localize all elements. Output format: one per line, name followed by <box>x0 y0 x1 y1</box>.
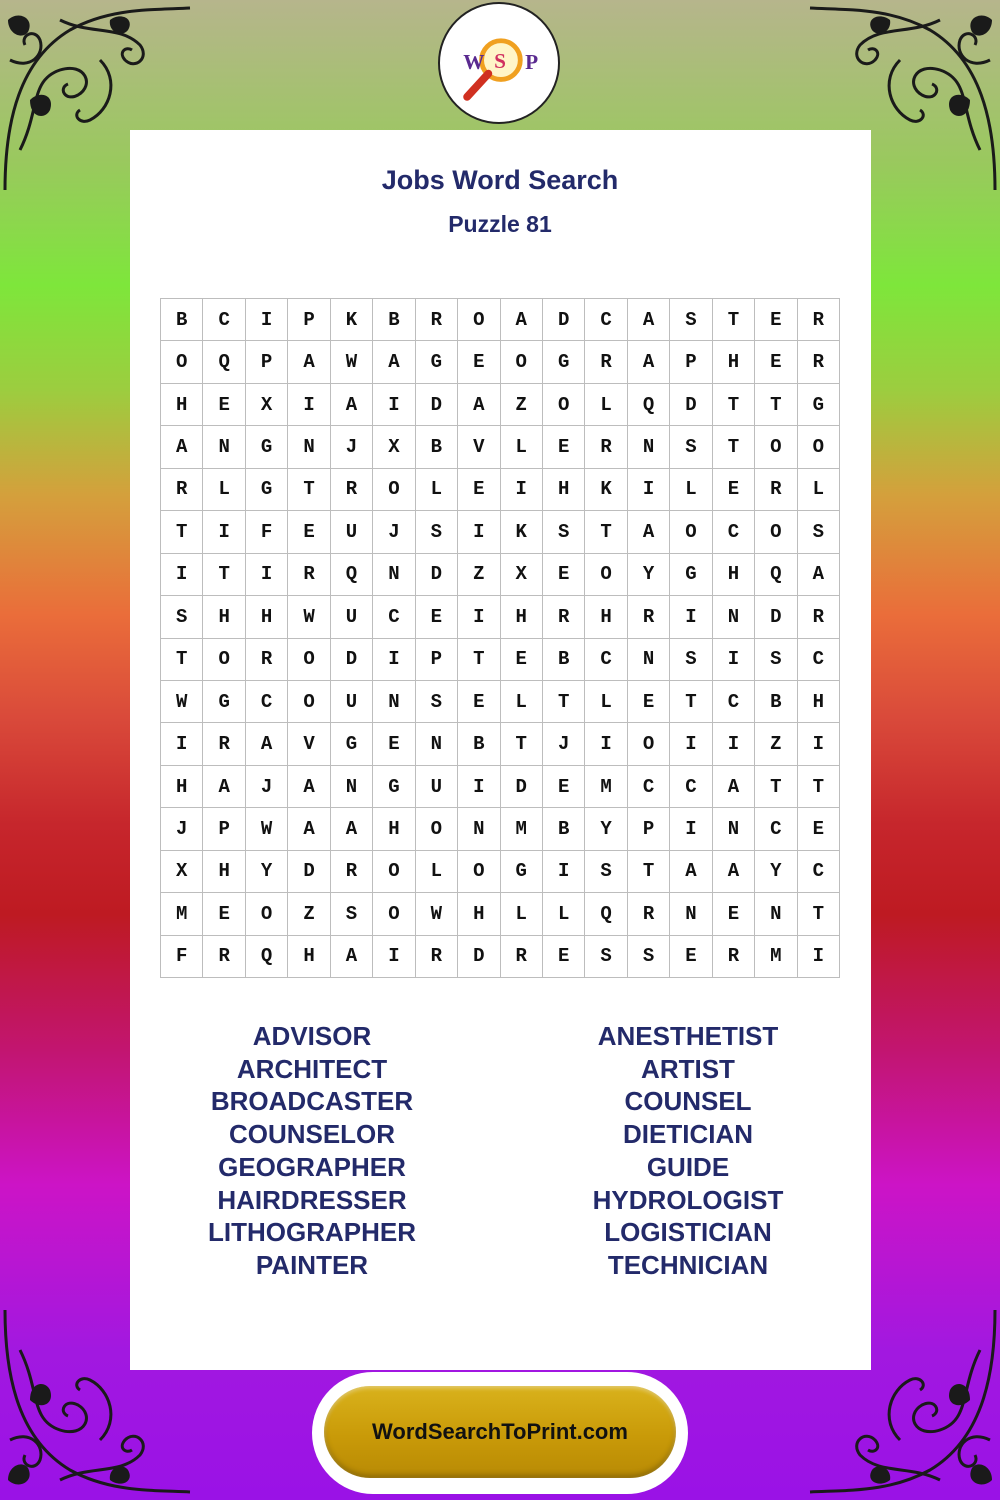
grid-cell[interactable]: Q <box>585 893 627 935</box>
grid-cell[interactable]: O <box>585 554 627 596</box>
grid-cell[interactable]: E <box>755 341 797 383</box>
grid-cell[interactable]: G <box>416 341 458 383</box>
grid-cell[interactable]: L <box>501 426 543 468</box>
grid-cell[interactable]: R <box>203 936 245 978</box>
grid-cell[interactable]: I <box>670 723 712 765</box>
grid-cell[interactable]: R <box>628 893 670 935</box>
grid-cell[interactable]: B <box>543 808 585 850</box>
grid-cell[interactable]: A <box>246 723 288 765</box>
grid-cell[interactable]: I <box>458 511 500 553</box>
grid-cell[interactable]: E <box>628 681 670 723</box>
grid-cell[interactable]: F <box>246 511 288 553</box>
word-list-item: ANESTHETIST <box>597 1021 779 1051</box>
grid-cell[interactable]: T <box>755 384 797 426</box>
grid-cell[interactable]: L <box>670 469 712 511</box>
grid-cell[interactable]: K <box>585 469 627 511</box>
grid-cell[interactable]: A <box>458 384 500 426</box>
grid-cell[interactable]: A <box>161 426 203 468</box>
word-list-item: COUNSEL <box>624 1086 752 1117</box>
grid-cell[interactable]: N <box>373 681 415 723</box>
grid-cell[interactable]: E <box>416 596 458 638</box>
grid-cell[interactable]: I <box>798 723 840 765</box>
grid-cell[interactable]: K <box>501 511 543 553</box>
grid-cell[interactable]: I <box>670 596 712 638</box>
grid-cell[interactable]: S <box>416 681 458 723</box>
grid-cell[interactable]: Q <box>246 936 288 978</box>
grid-cell[interactable]: E <box>373 723 415 765</box>
grid-cell[interactable]: O <box>288 639 330 681</box>
grid-cell[interactable]: C <box>755 808 797 850</box>
grid-cell[interactable]: R <box>161 469 203 511</box>
grid-cell[interactable]: J <box>543 723 585 765</box>
grid-cell[interactable]: O <box>373 851 415 893</box>
grid-cell[interactable]: T <box>628 851 670 893</box>
grid-cell[interactable]: A <box>203 766 245 808</box>
grid-cell[interactable]: T <box>203 554 245 596</box>
grid-cell[interactable]: N <box>331 766 373 808</box>
word-list-item: TECHNICIAN <box>607 1249 769 1280</box>
grid-cell[interactable]: L <box>543 893 585 935</box>
grid-cell[interactable]: O <box>458 299 500 341</box>
grid-cell[interactable]: M <box>755 936 797 978</box>
grid-cell[interactable]: C <box>628 766 670 808</box>
grid-cell[interactable]: A <box>373 341 415 383</box>
grid-cell[interactable]: E <box>755 299 797 341</box>
grid-cell[interactable]: M <box>161 893 203 935</box>
grid-cell[interactable]: H <box>585 596 627 638</box>
grid-cell[interactable]: R <box>585 341 627 383</box>
grid-cell[interactable]: Z <box>755 723 797 765</box>
grid-cell[interactable]: O <box>161 341 203 383</box>
word-list-item: COUNSELOR <box>228 1119 396 1150</box>
grid-cell[interactable]: D <box>755 596 797 638</box>
grid-cell[interactable]: V <box>458 426 500 468</box>
grid-cell[interactable]: L <box>416 469 458 511</box>
grid-cell[interactable]: S <box>755 639 797 681</box>
grid-cell[interactable]: G <box>203 681 245 723</box>
grid-cell[interactable]: A <box>628 511 670 553</box>
magnifier-handle <box>467 74 488 97</box>
grid-cell[interactable]: I <box>458 596 500 638</box>
grid-cell[interactable]: S <box>628 936 670 978</box>
grid-cell[interactable]: G <box>373 766 415 808</box>
grid-cell[interactable]: R <box>331 469 373 511</box>
word-list-item: LOGISTICIAN <box>604 1217 772 1248</box>
grid-cell[interactable]: G <box>246 469 288 511</box>
grid-cell[interactable]: D <box>458 936 500 978</box>
grid-cell[interactable]: I <box>373 384 415 426</box>
logo-letter-w: W <box>463 49 485 74</box>
grid-cell[interactable]: D <box>288 851 330 893</box>
grid-cell[interactable]: U <box>416 766 458 808</box>
grid-cell[interactable]: O <box>416 808 458 850</box>
grid-cell[interactable]: T <box>161 639 203 681</box>
grid-cell[interactable]: O <box>798 426 840 468</box>
grid-cell[interactable]: B <box>373 299 415 341</box>
grid-cell[interactable]: I <box>203 511 245 553</box>
grid-cell[interactable]: G <box>543 341 585 383</box>
grid-cell[interactable]: V <box>288 723 330 765</box>
grid-cell[interactable]: T <box>585 511 627 553</box>
grid-cell[interactable]: R <box>416 299 458 341</box>
grid-cell[interactable]: X <box>501 554 543 596</box>
grid-cell[interactable]: B <box>755 681 797 723</box>
grid-cell[interactable]: R <box>416 936 458 978</box>
grid-cell[interactable]: J <box>331 426 373 468</box>
grid-cell[interactable]: T <box>543 681 585 723</box>
grid-cell[interactable]: H <box>373 808 415 850</box>
word-list-item: DIETICIAN <box>623 1119 753 1150</box>
grid-cell[interactable]: E <box>670 936 712 978</box>
grid-cell[interactable]: L <box>501 681 543 723</box>
grid-cell[interactable]: N <box>458 808 500 850</box>
grid-cell[interactable]: N <box>713 596 755 638</box>
grid-cell[interactable]: N <box>203 426 245 468</box>
grid-cell[interactable]: S <box>670 426 712 468</box>
grid-cell[interactable]: Z <box>458 554 500 596</box>
grid-cell[interactable]: I <box>713 723 755 765</box>
grid-cell[interactable]: I <box>628 469 670 511</box>
grid-cell[interactable]: I <box>585 723 627 765</box>
grid-cell[interactable]: I <box>246 299 288 341</box>
grid-cell[interactable]: G <box>501 851 543 893</box>
grid-cell[interactable]: R <box>798 596 840 638</box>
grid-cell[interactable]: O <box>246 893 288 935</box>
page-title: Jobs Word Search <box>381 165 619 195</box>
grid-cell[interactable]: O <box>203 639 245 681</box>
grid-cell[interactable]: S <box>331 893 373 935</box>
word-list-item: HYDROLOGIST <box>592 1184 784 1215</box>
grid-cell[interactable]: T <box>798 893 840 935</box>
grid-cell[interactable]: B <box>458 723 500 765</box>
grid-cell[interactable]: R <box>585 426 627 468</box>
grid-cell[interactable]: T <box>161 511 203 553</box>
word-list-item: HAIRDRESSER <box>217 1184 407 1215</box>
grid-cell[interactable]: M <box>501 808 543 850</box>
grid-cell[interactable]: E <box>543 426 585 468</box>
grid-cell[interactable]: H <box>161 384 203 426</box>
grid-cell[interactable]: H <box>203 851 245 893</box>
grid-cell[interactable]: D <box>331 639 373 681</box>
grid-cell[interactable]: T <box>670 681 712 723</box>
grid-cell[interactable]: P <box>246 341 288 383</box>
grid-cell[interactable]: D <box>416 554 458 596</box>
grid-cell[interactable]: S <box>585 936 627 978</box>
grid-cell[interactable]: A <box>501 299 543 341</box>
grid-cell[interactable]: A <box>288 341 330 383</box>
grid-cell[interactable]: E <box>798 808 840 850</box>
word-list-item: BROADCASTER <box>210 1086 414 1117</box>
grid-cell[interactable]: B <box>161 299 203 341</box>
grid-cell[interactable]: A <box>798 554 840 596</box>
logo-letter-s: S <box>494 48 506 73</box>
grid-cell[interactable]: K <box>331 299 373 341</box>
grid-cell[interactable]: Q <box>628 384 670 426</box>
grid-cell[interactable]: H <box>458 893 500 935</box>
grid-cell[interactable]: Z <box>501 384 543 426</box>
grid-cell[interactable]: I <box>161 723 203 765</box>
grid-cell[interactable]: E <box>458 681 500 723</box>
grid-cell[interactable]: H <box>713 341 755 383</box>
grid-cell[interactable]: E <box>203 384 245 426</box>
puzzle-number: Puzzle 81 <box>448 211 552 237</box>
grid-cell[interactable]: P <box>670 341 712 383</box>
grid-cell[interactable]: S <box>543 511 585 553</box>
grid-cell[interactable]: R <box>543 596 585 638</box>
grid-cell[interactable]: O <box>501 341 543 383</box>
grid-cell[interactable]: Z <box>288 893 330 935</box>
grid-cell[interactable]: I <box>713 639 755 681</box>
grid-cell[interactable]: E <box>543 554 585 596</box>
grid-cell[interactable]: E <box>458 469 500 511</box>
grid-cell[interactable]: I <box>798 936 840 978</box>
grid-cell[interactable]: X <box>246 384 288 426</box>
grid-cell[interactable]: E <box>543 766 585 808</box>
grid-cell[interactable]: N <box>628 639 670 681</box>
grid-cell[interactable]: S <box>416 511 458 553</box>
grid-cell[interactable]: S <box>161 596 203 638</box>
grid-cell[interactable]: Y <box>628 554 670 596</box>
grid-cell[interactable]: E <box>713 893 755 935</box>
grid-cell[interactable]: N <box>670 893 712 935</box>
grid-cell[interactable]: D <box>543 299 585 341</box>
grid-cell[interactable]: H <box>501 596 543 638</box>
grid-cell[interactable]: M <box>585 766 627 808</box>
grid-cell[interactable]: D <box>416 384 458 426</box>
grid-cell[interactable]: J <box>246 766 288 808</box>
grid-cell[interactable]: T <box>288 469 330 511</box>
grid-cell[interactable]: I <box>246 554 288 596</box>
grid-cell[interactable]: I <box>543 851 585 893</box>
grid-cell[interactable]: A <box>288 766 330 808</box>
grid-cell[interactable]: L <box>798 469 840 511</box>
grid-cell[interactable]: J <box>373 511 415 553</box>
grid-cell[interactable]: Q <box>203 341 245 383</box>
grid-cell[interactable]: O <box>373 893 415 935</box>
grid-cell[interactable]: S <box>798 511 840 553</box>
grid-cell[interactable]: C <box>585 639 627 681</box>
grid-cell[interactable]: S <box>670 299 712 341</box>
wsp-logo[interactable] <box>438 2 560 124</box>
grid-cell[interactable]: R <box>331 851 373 893</box>
grid-cell[interactable]: U <box>331 511 373 553</box>
grid-cell[interactable]: I <box>458 766 500 808</box>
grid-cell[interactable]: P <box>288 299 330 341</box>
grid-cell[interactable]: C <box>713 511 755 553</box>
word-list-item: PAINTER <box>255 1249 369 1280</box>
grid-cell[interactable]: C <box>670 766 712 808</box>
grid-cell[interactable]: P <box>416 639 458 681</box>
grid-cell[interactable]: L <box>585 384 627 426</box>
grid-cell[interactable]: Q <box>755 554 797 596</box>
grid-cell[interactable]: L <box>501 893 543 935</box>
grid-cell[interactable]: W <box>416 893 458 935</box>
grid-cell[interactable]: E <box>543 936 585 978</box>
grid-cell[interactable]: C <box>798 639 840 681</box>
grid-cell[interactable]: L <box>203 469 245 511</box>
word-list-item: ADVISOR <box>252 1021 372 1051</box>
grid-cell[interactable]: P <box>203 808 245 850</box>
grid-cell[interactable]: H <box>713 554 755 596</box>
grid-cell[interactable]: X <box>161 851 203 893</box>
grid-cell[interactable]: E <box>501 639 543 681</box>
site-link-label: WordSearchToPrint.com <box>372 1419 628 1444</box>
grid-cell[interactable]: C <box>798 851 840 893</box>
grid-cell[interactable]: C <box>203 299 245 341</box>
grid-cell[interactable]: H <box>288 936 330 978</box>
letter-grid <box>160 298 840 978</box>
grid-cell[interactable]: O <box>543 384 585 426</box>
grid-cell[interactable]: I <box>670 808 712 850</box>
grid-cell[interactable]: A <box>670 851 712 893</box>
grid-cell[interactable]: H <box>798 681 840 723</box>
grid-cell[interactable]: X <box>373 426 415 468</box>
word-list-item: ARCHITECT <box>236 1053 388 1084</box>
grid-cell[interactable]: E <box>288 511 330 553</box>
grid-cell[interactable]: H <box>203 596 245 638</box>
grid-cell[interactable]: C <box>373 596 415 638</box>
grid-cell[interactable]: N <box>713 808 755 850</box>
word-list-left <box>142 1020 482 1282</box>
grid-cell[interactable]: S <box>585 851 627 893</box>
grid-cell[interactable]: A <box>628 341 670 383</box>
grid-cell[interactable]: J <box>161 808 203 850</box>
grid-cell[interactable]: R <box>798 341 840 383</box>
grid-cell[interactable]: W <box>288 596 330 638</box>
grid-cell[interactable]: N <box>755 893 797 935</box>
grid-cell[interactable]: R <box>246 639 288 681</box>
grid-cell[interactable]: A <box>331 384 373 426</box>
grid-cell[interactable]: N <box>416 723 458 765</box>
grid-cell[interactable]: I <box>161 554 203 596</box>
grid-cell[interactable]: E <box>458 341 500 383</box>
grid-cell[interactable]: U <box>331 596 373 638</box>
grid-cell[interactable]: R <box>628 596 670 638</box>
grid-cell[interactable]: R <box>798 299 840 341</box>
grid-cell[interactable]: C <box>713 681 755 723</box>
grid-cell[interactable]: G <box>670 554 712 596</box>
grid-cell[interactable]: O <box>288 681 330 723</box>
grid-cell[interactable]: A <box>331 808 373 850</box>
grid-cell[interactable]: I <box>373 936 415 978</box>
grid-cell[interactable]: Y <box>755 851 797 893</box>
grid-cell[interactable]: Y <box>585 808 627 850</box>
grid-cell[interactable]: U <box>331 681 373 723</box>
grid-cell[interactable]: I <box>501 469 543 511</box>
grid-cell[interactable]: R <box>755 469 797 511</box>
site-link-button[interactable] <box>324 1386 676 1478</box>
grid-cell[interactable]: P <box>628 808 670 850</box>
grid-cell[interactable]: W <box>246 808 288 850</box>
grid-cell[interactable]: A <box>628 299 670 341</box>
grid-cell[interactable]: D <box>670 384 712 426</box>
grid-cell[interactable]: N <box>373 554 415 596</box>
grid-cell[interactable]: T <box>713 299 755 341</box>
grid-cell[interactable]: H <box>543 469 585 511</box>
grid-cell[interactable]: T <box>713 384 755 426</box>
grid-cell[interactable]: I <box>373 639 415 681</box>
grid-cell[interactable]: T <box>755 766 797 808</box>
grid-cell[interactable]: H <box>161 766 203 808</box>
word-list-right <box>518 1020 858 1282</box>
grid-cell[interactable]: W <box>161 681 203 723</box>
grid-cell[interactable]: O <box>373 469 415 511</box>
grid-cell[interactable]: D <box>501 766 543 808</box>
grid-cell[interactable]: B <box>416 426 458 468</box>
grid-cell[interactable]: C <box>246 681 288 723</box>
grid-cell[interactable]: O <box>670 511 712 553</box>
grid-cell[interactable]: O <box>458 851 500 893</box>
grid-cell[interactable]: E <box>203 893 245 935</box>
grid-cell[interactable]: O <box>628 723 670 765</box>
grid-cell[interactable]: E <box>713 469 755 511</box>
grid-cell[interactable]: Q <box>331 554 373 596</box>
grid-cell[interactable]: B <box>543 639 585 681</box>
grid-cell[interactable]: Y <box>246 851 288 893</box>
grid-cell[interactable]: F <box>161 936 203 978</box>
grid-cell[interactable]: A <box>331 936 373 978</box>
grid-cell[interactable]: A <box>713 766 755 808</box>
word-list-item: GEOGRAPHER <box>218 1151 406 1182</box>
grid-cell[interactable]: R <box>203 723 245 765</box>
grid-cell[interactable]: A <box>713 851 755 893</box>
grid-cell[interactable]: N <box>628 426 670 468</box>
word-list-item: ARTIST <box>641 1053 735 1084</box>
word-list-item: LITHOGRAPHER <box>208 1217 416 1248</box>
grid-cell[interactable]: T <box>798 766 840 808</box>
grid-cell[interactable]: H <box>246 596 288 638</box>
grid-cell[interactable]: R <box>501 936 543 978</box>
grid-cell[interactable]: R <box>713 936 755 978</box>
grid-cell[interactable]: R <box>288 554 330 596</box>
grid-cell[interactable]: G <box>331 723 373 765</box>
grid-cell[interactable]: S <box>670 639 712 681</box>
grid-cell[interactable]: C <box>585 299 627 341</box>
word-list-item: GUIDE <box>646 1151 730 1182</box>
grid-cell[interactable]: O <box>755 426 797 468</box>
grid-cell[interactable]: W <box>331 341 373 383</box>
grid-cell[interactable]: G <box>246 426 288 468</box>
grid-cell[interactable]: T <box>501 723 543 765</box>
grid-cell[interactable]: A <box>288 808 330 850</box>
logo-letter-p: P <box>525 49 539 74</box>
grid-cell[interactable]: I <box>288 384 330 426</box>
grid-cell[interactable]: G <box>798 384 840 426</box>
grid-cell[interactable]: T <box>713 426 755 468</box>
grid-cell[interactable]: O <box>755 511 797 553</box>
grid-cell[interactable]: L <box>416 851 458 893</box>
grid-cell[interactable]: T <box>458 639 500 681</box>
grid-cell[interactable]: N <box>288 426 330 468</box>
grid-cell[interactable]: L <box>585 681 627 723</box>
